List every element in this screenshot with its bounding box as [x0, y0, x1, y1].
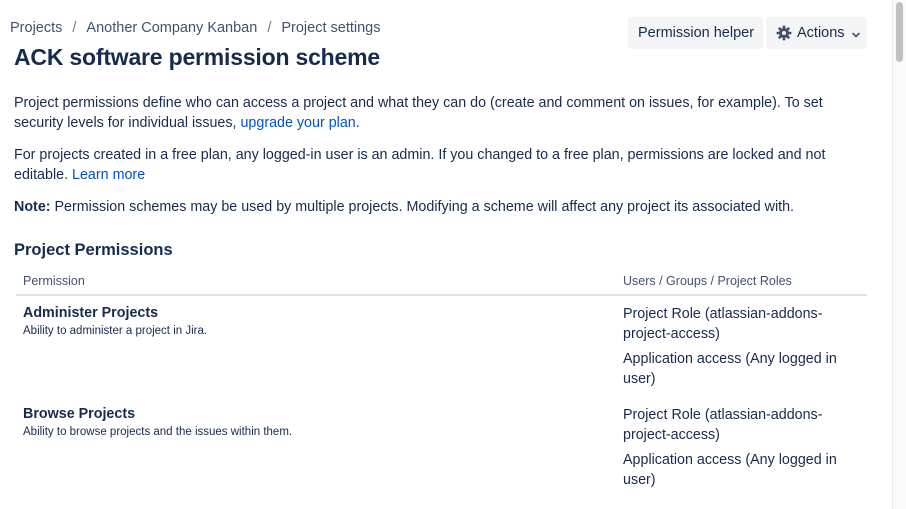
note-paragraph	[14, 197, 854, 217]
grant-project-role: Project Role (atlassian-addons-project-access)	[623, 306, 823, 342]
intro-paragraph-permissions	[14, 93, 854, 133]
column-header-users-groups-roles: Users / Groups / Project Roles	[623, 274, 792, 288]
permission-description: Ability to administer a project in Jira.	[23, 325, 208, 337]
permission-description: Ability to browse projects and the issues within them.	[23, 426, 293, 438]
column-header-permission: Permission	[23, 274, 85, 288]
page-title: ACK software permission scheme	[14, 44, 380, 70]
breadcrumb-project-settings[interactable]: Project settings	[281, 20, 381, 36]
note-text: Permission schemes may be used by multiple projects. Modifying a scheme will affect any project its associated with.	[50, 199, 795, 215]
actions-button[interactable]	[766, 17, 867, 49]
breadcrumb	[10, 20, 381, 36]
vertical-scrollbar[interactable]	[892, 0, 906, 509]
permission-name: Administer Projects	[23, 305, 159, 321]
table-header-divider	[16, 294, 867, 296]
gear-icon	[776, 25, 792, 41]
grant-application-access: Application access (Any logged in user)	[623, 351, 837, 387]
permission-name: Browse Projects	[23, 406, 136, 422]
grant-project-role: Project Role (atlassian-addons-project-access)	[623, 407, 823, 443]
permission-helper-label: Permission helper	[638, 25, 755, 41]
intro-paragraph-free-plan	[14, 145, 854, 185]
actions-label: Actions	[797, 25, 845, 41]
intro-text: Project permissions define who can access a project and what they can do (create and comment on issues, for example). To set security levels for individual issues,	[14, 95, 823, 131]
breadcrumb-project[interactable]: Another Company Kanban	[86, 20, 258, 36]
breadcrumb-separator: /	[267, 20, 272, 36]
learn-more-link[interactable]: Learn more	[72, 167, 146, 183]
permission-helper-button[interactable]	[628, 17, 763, 49]
intro-period: .	[355, 115, 360, 131]
section-title-project-permissions: Project Permissions	[14, 241, 173, 259]
breadcrumb-projects[interactable]: Projects	[10, 20, 63, 36]
grant-application-access: Application access (Any logged in user)	[623, 452, 837, 488]
note-label: Note:	[14, 199, 51, 215]
scrollbar-thumb[interactable]	[896, 2, 903, 62]
breadcrumb-separator: /	[72, 20, 77, 36]
free-plan-text: For projects created in a free plan, any logged-in user is an admin. If you changed to a free plan, permissions are locked and not editable.	[14, 147, 826, 183]
chevron-down-icon	[851, 28, 861, 38]
upgrade-plan-link[interactable]: upgrade your plan	[240, 115, 356, 131]
